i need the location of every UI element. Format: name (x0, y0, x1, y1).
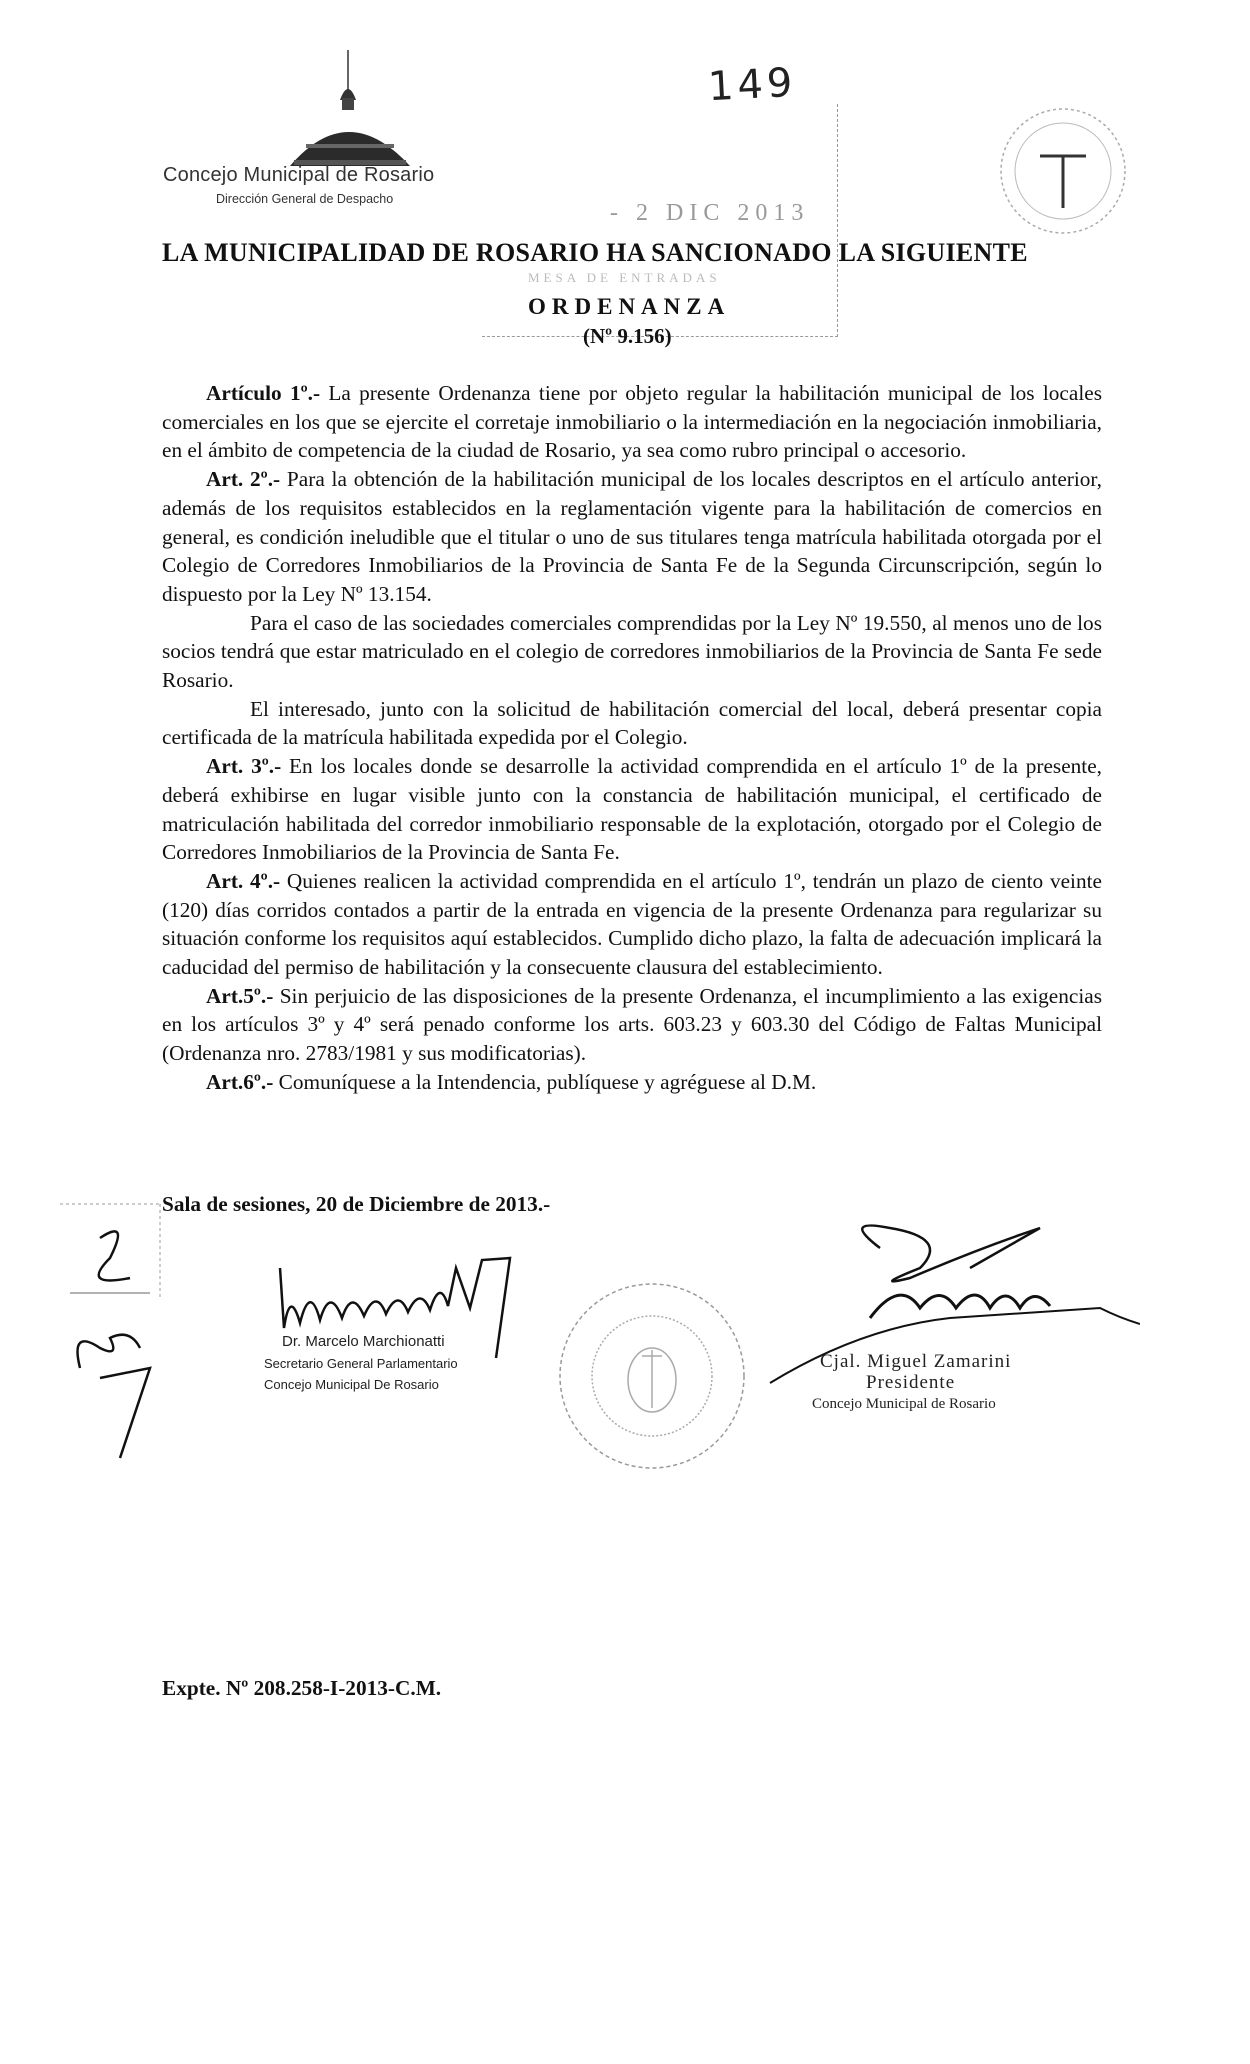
article-5-label: Art.5º.- (206, 983, 274, 1008)
article-6-label: Art.6º.- (206, 1069, 274, 1094)
article-2-paragraph-3 (162, 695, 1102, 752)
reception-stamp-date: - 2 DIC 2013 (610, 200, 810, 226)
article-2-text: Para la obtención de la habilitación municipal de los locales descriptos en el artículo anterior, además de los requisitos establecidos en la reglamentación vigente para la habilitación de comercios en general, es condición ineludible que el titular o uno de sus titulares tenga matrícula habilitada otorgada por el Colegio de Corredores Inmobiliarios de la Provincia de Santa Fe de la Segunda Circunscripción, según lo dispuesto por la Ley Nº 13.154. (162, 467, 1102, 606)
article-3 (162, 752, 1102, 867)
article-4 (162, 867, 1102, 982)
article-1 (162, 379, 1102, 465)
president-org: Concejo Municipal de Rosario (812, 1396, 996, 1412)
article-5-text: Sin perjuicio de las disposiciones de la presente Ordenanza, el incumplimiento a las exigencias en los artículos 3º y 4º será penado conforme los arts. 603.23 y 603.30 del Código de Faltas Municipal (Ordenanza nro. 2783/1981 y sus modificatorias). (162, 983, 1102, 1066)
enactment-heading: LA MUNICIPALIDAD DE ROSARIO HA SANCIONADO LA SIGUIENTE (162, 238, 1028, 267)
article-6 (162, 1068, 1102, 1097)
president-name: Cjal. Miguel Zamarini (820, 1351, 1012, 1372)
secretary-name: Dr. Marcelo Marchionatti (282, 1333, 445, 1350)
article-2-label: Art. 2º.- (206, 467, 281, 492)
session-date: Sala de sesiones, 20 de Diciembre de 2013.- (162, 1192, 551, 1216)
article-2-paragraph-2 (162, 609, 1102, 695)
article-2-paragraph-2-text: Para el caso de las sociedades comerciales comprendidas por la Ley Nº 19.550, al menos uno de los socios tendrá que estar matriculado en el colegio de corredores inmobiliarios de la Provincia de Santa Fe sede Rosario. (162, 610, 1102, 693)
article-2 (162, 465, 1102, 609)
org-subtitle: Dirección General de Despacho (216, 192, 394, 206)
corner-seal-stamp (988, 96, 1138, 246)
article-6-text: Comuníquese a la Intendencia, publíquese y agréguese al D.M. (273, 1069, 817, 1094)
council-logo (250, 48, 450, 178)
folio-number: 149 (706, 59, 798, 111)
article-3-text: En los locales donde se desarrolle la actividad comprendida en el artículo 1º de la presente, deberá exhibirse en lugar visible junto con la constancia de habilitación municipal, el certificado de matriculación habilitada del corredor inmobiliario responsable de la explotación, otorgado por el Colegio de Corredores Inmobiliarios de la Provincia de Santa Fe. (162, 754, 1103, 865)
document-type: ORDENANZA (528, 294, 731, 319)
article-4-text: Quienes realicen la actividad comprendida en el artículo 1º, tendrán un plazo de ciento veinte (120) días corridos contados a partir de la entrada en vigencia de la presente Ordenanza para regularizar su situación conforme los requisitos aquí establecidos. Cumplido dicho plazo, la falta de adecuación implicará la caducidad del permiso de habilitación y la consecuente clausura del establecimiento. (162, 868, 1102, 980)
reception-stamp-text: MESA DE ENTRADAS (528, 270, 721, 285)
article-5 (162, 982, 1102, 1068)
secretary-signature (260, 1248, 560, 1368)
ordinance-number: (Nº 9.156) (583, 324, 672, 348)
article-4-label: Art. 4º.- (206, 868, 281, 893)
article-1-label: Artículo 1º.- (206, 381, 321, 405)
secretary-role: Secretario General Parlamentario (264, 1356, 458, 1371)
file-number: Expte. Nº 208.258-I-2013-C.M. (162, 1676, 442, 1700)
article-2-paragraph-3-text: El interesado, junto con la solicitud de habilitación comercial del local, deberá presentar copia certificada de la matrícula habilitada expedida por el Colegio. (162, 696, 1102, 750)
secretary-org: Concejo Municipal De Rosario (264, 1377, 439, 1392)
article-1-text: La presente Ordenanza tiene por objeto regular la habilitación municipal de los locales comerciales en los que se ejercite el corretaje inmobiliario o la intermediación en la negociación inmobiliaria, en el ámbito de competencia de la ciudad de Rosario, ya sea como rubro principal o accesorio. (162, 381, 1102, 463)
margin-annotations (40, 1198, 170, 1488)
president-role: Presidente (866, 1372, 956, 1393)
ordinance-body (162, 379, 1102, 1097)
org-name: Concejo Municipal de Rosario (163, 164, 435, 186)
article-3-label: Art. 3º.- (206, 754, 282, 779)
